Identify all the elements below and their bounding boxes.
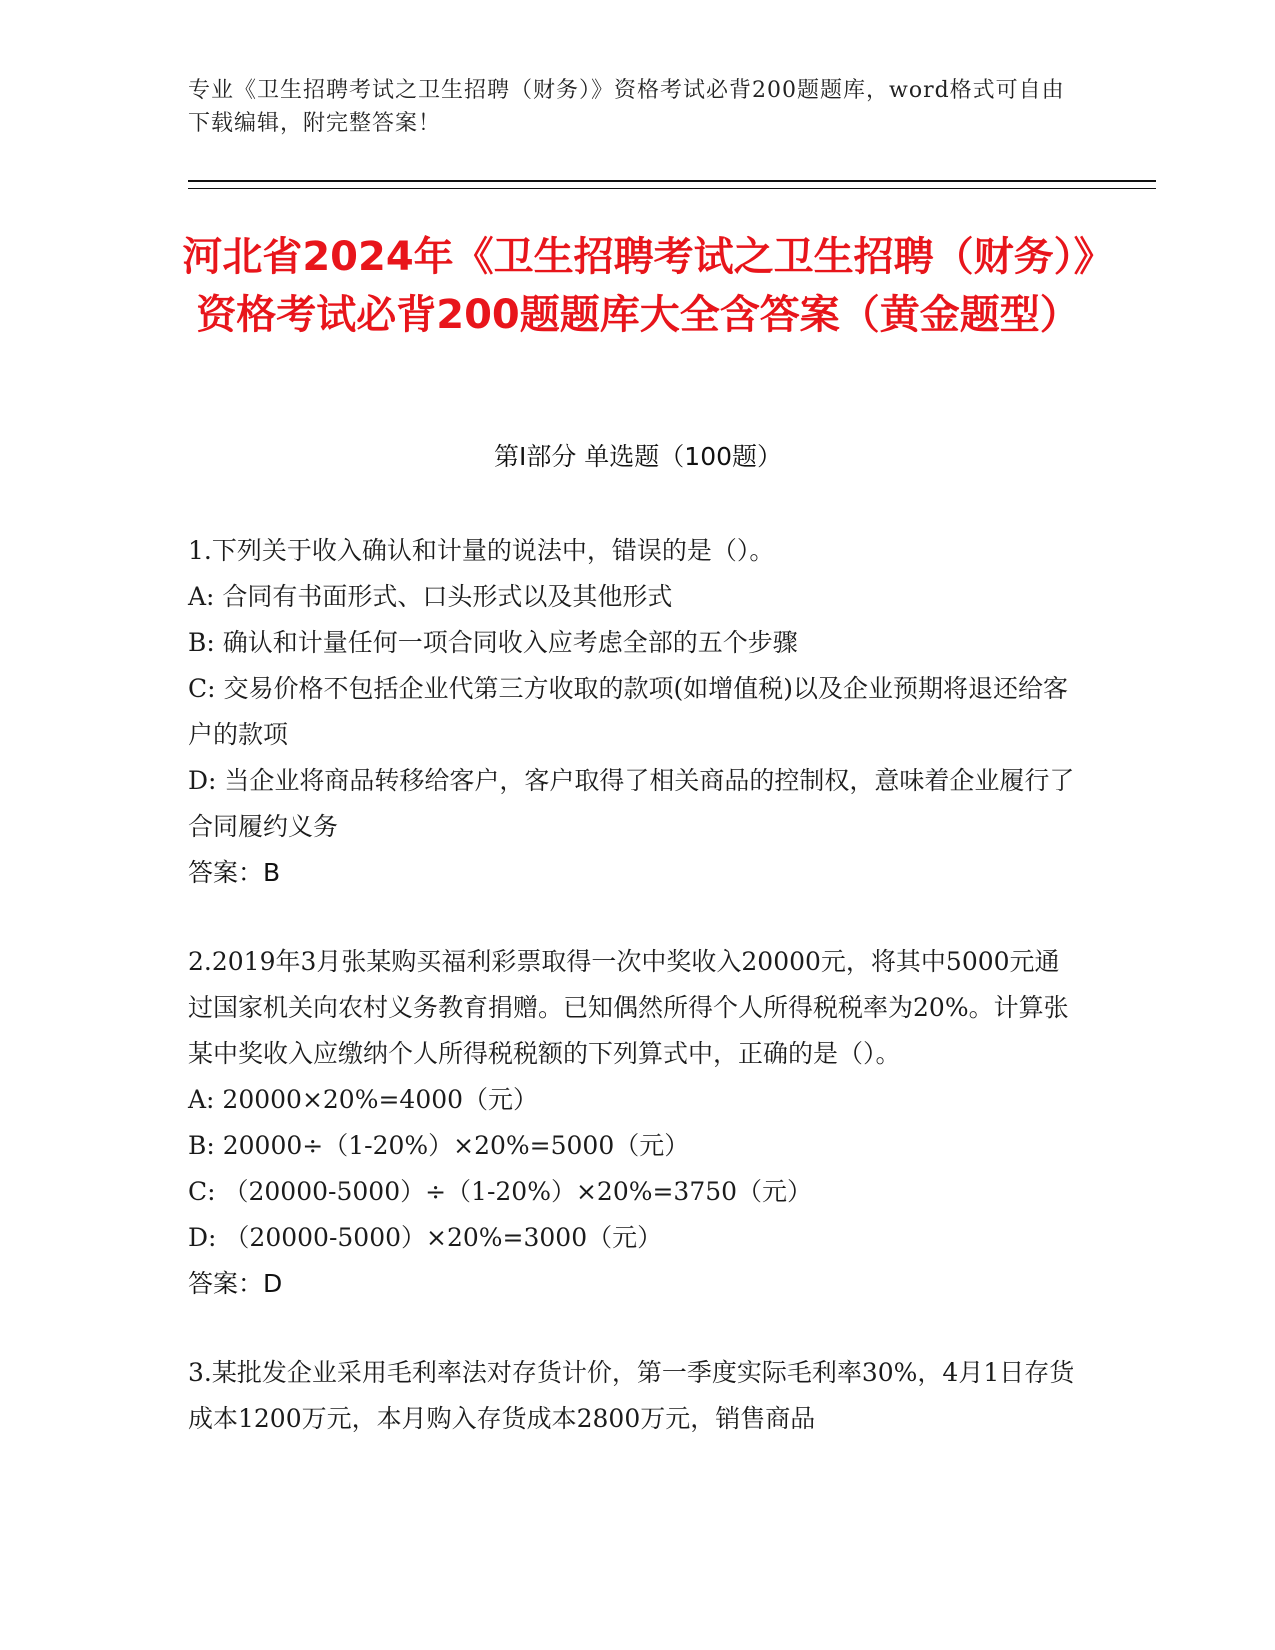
question-1 [188, 528, 1078, 896]
option-b: B: 20000÷（1-20%）×20%=5000（元） [188, 1131, 690, 1160]
question-text: 1.下列关于收入确认和计量的说法中，错误的是（）。 [188, 536, 775, 565]
question-2 [188, 939, 1078, 1307]
option-b: B: 确认和计量任何一项合同收入应考虑全部的五个步骤 [188, 628, 798, 657]
option-d: D: （20000-5000）×20%=3000（元） [188, 1223, 663, 1252]
section-title: 第Ⅰ部分 单选题（100题） [493, 442, 783, 471]
option-c: C: （20000-5000）÷（1-20%）×20%=3750（元） [188, 1177, 813, 1206]
answer: 答案：B [188, 858, 281, 887]
question-text: 3.某批发企业采用毛利率法对存货计价，第一季度实际毛利率30%，4月1日存货成本1200万元，本月购入存货成本2800万元，销售商品 [188, 1358, 1075, 1433]
header-divider-thin [188, 188, 1156, 189]
answer: 答案：D [188, 1269, 283, 1298]
document-title: 河北省2024年《卫生招聘考试之卫生招聘（财务）》资格考试必背200题题库大全含答案（黄金题型） [182, 234, 1094, 338]
header-note: 专业《卫生招聘考试之卫生招聘（财务）》资格考试必背200题题库，word格式可自由下载编辑，附完整答案！ [188, 78, 1065, 136]
question-text: 2.2019年3月张某购买福利彩票取得一次中奖收入20000元，将其中5000元通过国家机关向农村义务教育捐赠。已知偶然所得个人所得税税率为20%。计算张某中奖收入应缴纳个人所得税税额的下列算式中，正确的是（）。 [188, 947, 1069, 1068]
question-list [188, 528, 1078, 1485]
question-3 [188, 1350, 1078, 1442]
option-c: C: 交易价格不包括企业代第三方收取的款项(如增值税)以及企业预期将退还给客户的款项 [188, 674, 1069, 749]
header-divider-thick [188, 180, 1156, 182]
option-a: A: 20000×20%=4000（元） [188, 1085, 539, 1114]
option-d: D: 当企业将商品转移给客户，客户取得了相关商品的控制权，意味着企业履行了合同履约义务 [188, 766, 1075, 841]
option-a: A: 合同有书面形式、口头形式以及其他形式 [188, 582, 673, 611]
